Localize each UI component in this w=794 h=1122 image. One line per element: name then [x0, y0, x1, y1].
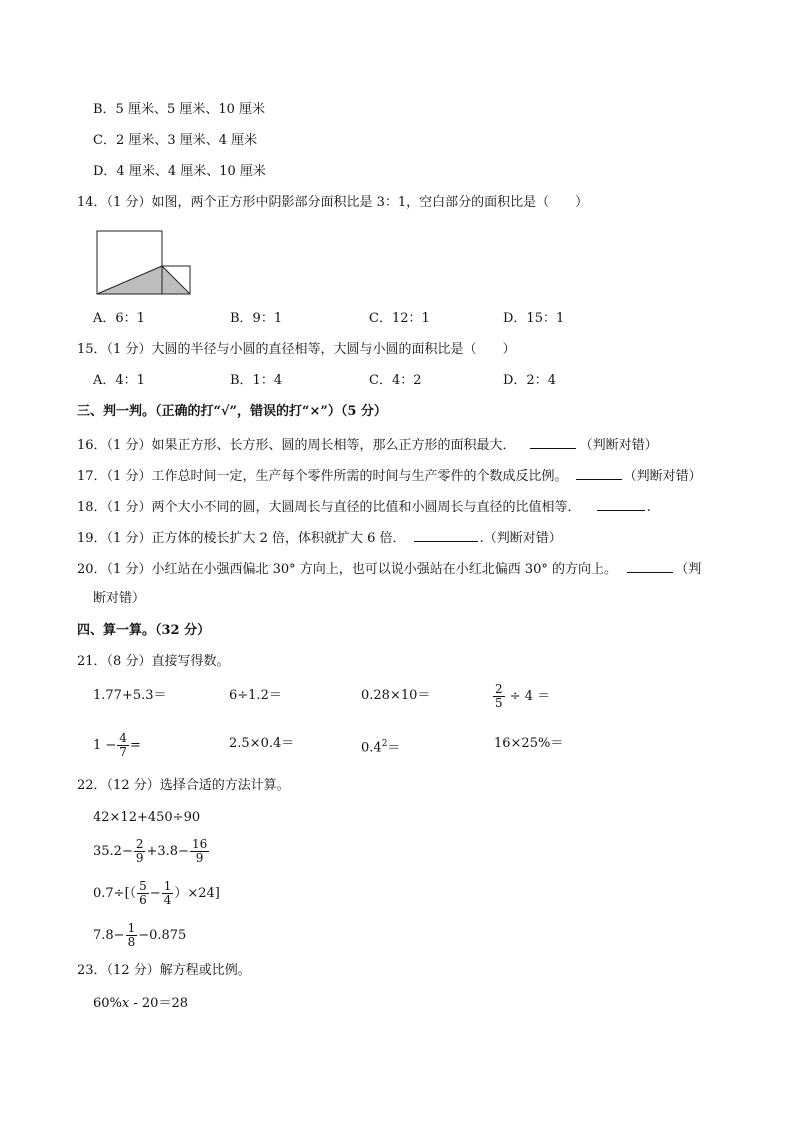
- q13-option-d: D．4 厘米、4 厘米、10 厘米: [93, 164, 266, 179]
- q22-expression-4: 7.8− $\frac{1}{8}$ −0.875: [93, 921, 187, 949]
- q13-option-b: B．5 厘米、5 厘米、10 厘米: [93, 102, 266, 117]
- two-squares-figure: [94, 228, 194, 298]
- q22-expression-1: 42×12+450÷90: [93, 810, 201, 825]
- q21-item-4: $\frac{2}{5}$ ÷ 4 ＝: [495, 682, 551, 710]
- q18-question: 18．（1 分）两个大小不同的圆，大圆周长与直径的比值和小圆周长与直径的比值相等． .: [77, 500, 651, 515]
- q15-option-b: B．1：4: [230, 373, 283, 388]
- q19-question: 19．（1 分）正方体的棱长扩大 2 倍，体积就扩大 6 倍． .（判断对错）: [77, 531, 562, 546]
- q14-option-b: B．9：1: [230, 311, 283, 326]
- q21-item-3: 0.28×10＝: [361, 688, 431, 703]
- q14-question: 14．（1 分）如图，两个正方形中阴影部分面积比是 3：1，空白部分的面积比是（ ）: [77, 195, 589, 210]
- q23-title: 23．（12 分）解方程或比例。: [77, 963, 251, 978]
- q21-item-8: 16×25%＝: [494, 736, 564, 751]
- q16-question: 16．（1 分）如果正方形、长方形、圆的周长相等，那么正方形的面积最大． （判断对错）: [77, 438, 658, 453]
- fraction: $\frac{5}{6}$: [139, 879, 147, 907]
- q20-answer-blank[interactable]: [627, 560, 673, 573]
- q17-question: 17．（1 分）工作总时间一定，生产每个零件所需的时间与生产零件的个数成反比例。 （判断对错）: [77, 469, 702, 484]
- section-3-heading: 三、判一判。（正确的打“√”，错误的打“×”）（5 分）: [77, 404, 387, 419]
- fraction: $\frac{1}{8}$: [127, 921, 136, 949]
- q22-title: 22．（12 分）选择合适的方法计算。: [77, 778, 290, 793]
- q21-item-7: $0.4^2=$: [361, 739, 401, 756]
- q22-expression-2: 35.2− $\frac{2}{9}$ +3.8− $\frac{16}{9}$: [93, 837, 208, 865]
- q13-option-c: C．2 厘米、3 厘米、4 厘米: [93, 133, 258, 148]
- q19-answer-blank[interactable]: [414, 529, 478, 542]
- fraction: $\frac{1}{4}$: [163, 879, 172, 907]
- fraction: $\frac{16}{9}$: [191, 837, 208, 865]
- q14-option-d: D．15：1: [503, 311, 565, 326]
- fraction: $\frac{2}{5}$: [495, 682, 503, 710]
- q21-item-6: 2.5×0.4＝: [229, 736, 295, 751]
- q18-answer-blank[interactable]: [597, 498, 645, 511]
- fraction: $\frac{2}{9}$: [135, 837, 144, 865]
- q21-item-5: 1 − $\frac{4}{7}$ =: [93, 731, 141, 759]
- q17-answer-blank[interactable]: [576, 467, 622, 480]
- q20-question: 20．（1 分）小红站在小强西偏北 30° 方向上，也可以说小强站在小红北偏西 30° 的方向上。 （判: [77, 562, 702, 577]
- q14-option-a: A．6：1: [93, 311, 145, 326]
- q15-option-c: C．4：2: [369, 373, 422, 388]
- q22-expression-3: 0.7÷[（ $\frac{5}{6}$ − $\frac{1}{4}$ ）×24]: [93, 879, 220, 907]
- q14-option-c: C．12：1: [369, 311, 430, 326]
- q21-item-2: 6÷1.2＝: [229, 688, 282, 703]
- fraction: $\frac{4}{7}$: [119, 731, 127, 759]
- q21-title: 21．（8 分）直接写得数。: [77, 654, 230, 669]
- q16-answer-blank[interactable]: [530, 436, 576, 449]
- q23-equation-1: 60%x - 20＝28: [93, 996, 188, 1011]
- section-4-heading: 四、算一算。（32 分）: [77, 623, 211, 638]
- q20-continuation: 断对错）: [93, 591, 146, 606]
- q15-option-a: A．4：1: [93, 373, 145, 388]
- q21-item-1: 1.77+5.3＝: [93, 688, 167, 703]
- q15-option-d: D．2：4: [503, 373, 556, 388]
- q15-question: 15．（1 分）大圆的半径与小圆的直径相等，大圆与小圆的面积比是（ ）: [77, 342, 516, 357]
